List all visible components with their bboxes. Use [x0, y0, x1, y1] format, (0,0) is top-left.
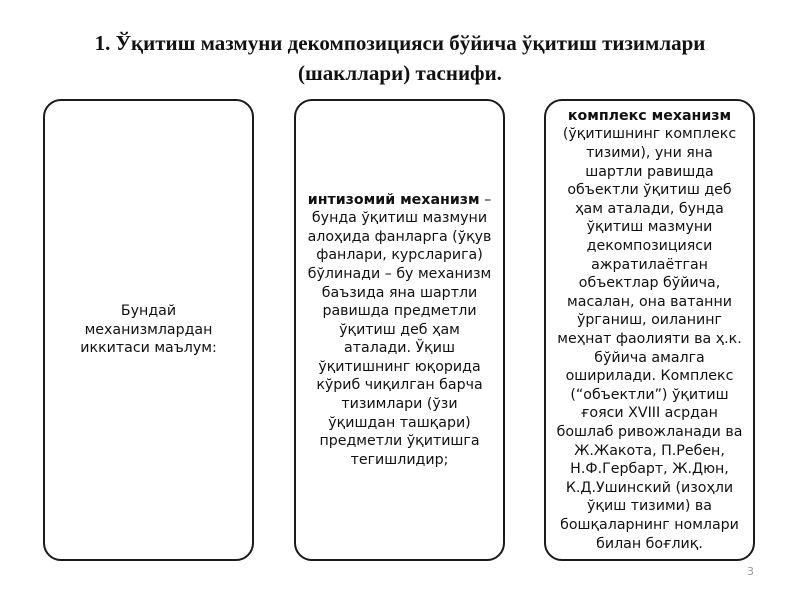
disciplinary-mechanism-description: – бунда ўқитиш мазмуни алоҳида фанларга (ўқув фанлари, курсларига) бўлинади – бу механизм баъзида яна шартли равишда предметли ўқитиш деб ҳам аталади. Ўқиш ўқитишнинг юқорида кўриб чиқилган барча тизимлари (ўзи ўқишдан ташқари) предметли ўқитишга тегишлидир; — [307, 191, 492, 468]
complex-mechanism-text — [556, 107, 743, 553]
mechanisms-intro-text — [55, 302, 242, 358]
page-number: 3 — [747, 565, 754, 578]
slide-title-line-2: (шакллари) таснифи. — [298, 61, 502, 85]
complex-mechanism-description: (ўқитишнинг комплекс тизими), уни яна шартли равишда объектли ўқитиш деб ҳам аталади, бунда ўқитиш мазмуни декомпозицияси ажратилаётган объектлар бўйича, масалан, она ватанни ўрганиш, оиланинг меҳнат фаолияти ва ҳ.к. бўйича амалга оширилади. Комплекс (“объектли”) ўқитиш ғояси XVIII асрдан бошлаб ривожланади ва Ж.Жакота, П.Ребен, Н.Ф.Гербарт, Ж.Дюн, К.Д.Ушинский (изоҳли ўқиш тизими) ва бошқаларнинг номлари билан боғлиқ. — [556, 126, 743, 552]
disciplinary-mechanism-box — [294, 99, 505, 561]
complex-mechanism-box — [544, 99, 755, 561]
slide-title-line-1: 1. Ўқитиш мазмуни декомпозицияси бўйича ўқитиш тизимлари — [94, 31, 706, 55]
slide-title — [40, 28, 760, 88]
mechanisms-intro-body: Бундай механизмлардан иккитаси маълум: — [80, 303, 217, 357]
disciplinary-mechanism-term: интизомий механизм — [307, 191, 480, 208]
mechanisms-intro-box — [43, 99, 254, 561]
complex-mechanism-term: комплекс механизм — [567, 107, 732, 124]
disciplinary-mechanism-text — [306, 191, 493, 470]
